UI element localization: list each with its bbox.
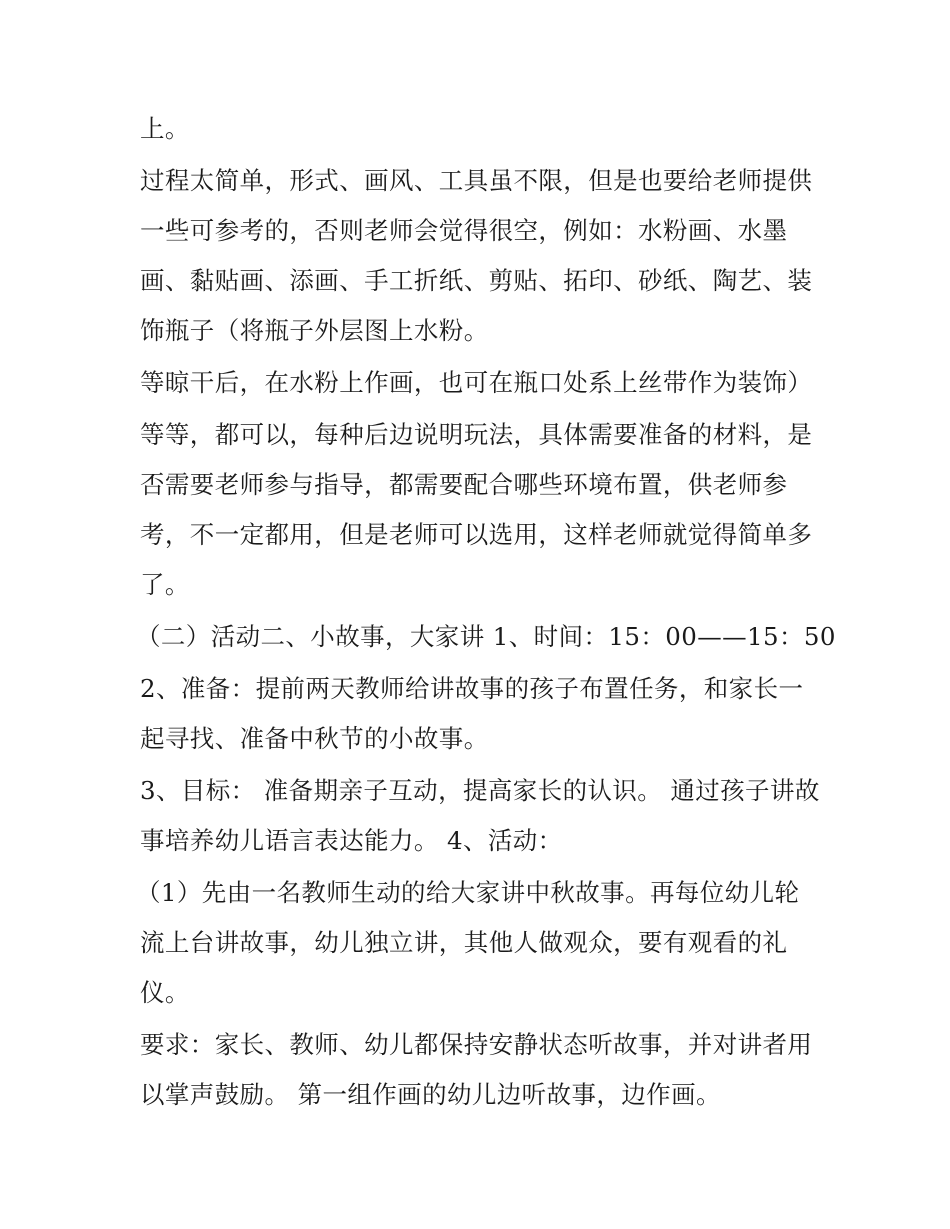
text-line: 上。 <box>140 114 190 143</box>
text-line: 考，不一定都用，但是老师可以选用，这样老师就觉得简单多 <box>140 520 813 549</box>
text-line: 饰瓶子（将瓶子外层图上水粉。 <box>140 316 489 345</box>
text-line: 等晾干后，在水粉上作画，也可在瓶口处系上丝带作为装饰） <box>140 368 813 397</box>
text-line: 仪。 <box>140 978 190 1007</box>
text-line: 流上台讲故事，幼儿独立讲，其他人做观众，要有观看的礼 <box>140 928 788 957</box>
text-line: 了。 <box>140 570 190 599</box>
text-line: 画、黏贴画、添画、手工折纸、剪贴、拓印、砂纸、陶艺、装 <box>140 266 813 295</box>
text-line: 否需要老师参与指导，都需要配合哪些环境布置，供老师参 <box>140 470 788 499</box>
text-line: 2、准备：提前两天教师给讲故事的孩子布置任务，和家长一 <box>140 674 804 703</box>
text-line: 等等，都可以，每种后边说明玩法，具体需要准备的材料，是 <box>140 420 813 449</box>
text-line: 以掌声鼓励。 第一组作画的幼儿边听故事，边作画。 <box>140 1080 721 1109</box>
text-line: 起寻找、准备中秋节的小故事。 <box>140 724 489 753</box>
text-line: 要求：家长、教师、幼儿都保持安静状态听故事，并对讲者用 <box>140 1030 813 1059</box>
text-line: 一些可参考的，否则老师会觉得很空，例如：水粉画、水墨 <box>140 216 788 245</box>
text-line: 3、目标： 准备期亲子互动，提高家长的认识。 通过孩子讲故 <box>140 776 820 805</box>
text-line: （1）先由一名教师生动的给大家讲中秋故事。再每位幼儿轮 <box>136 878 800 907</box>
text-line: 过程太简单，形式、画风、工具虽不限，但是也要给老师提供 <box>140 166 813 195</box>
text-line: 事培养幼儿语言表达能力。 4、活动： <box>140 826 563 855</box>
section-heading: （二）活动二、小故事，大家讲 1、时间：15：00——15：50 <box>136 622 836 651</box>
